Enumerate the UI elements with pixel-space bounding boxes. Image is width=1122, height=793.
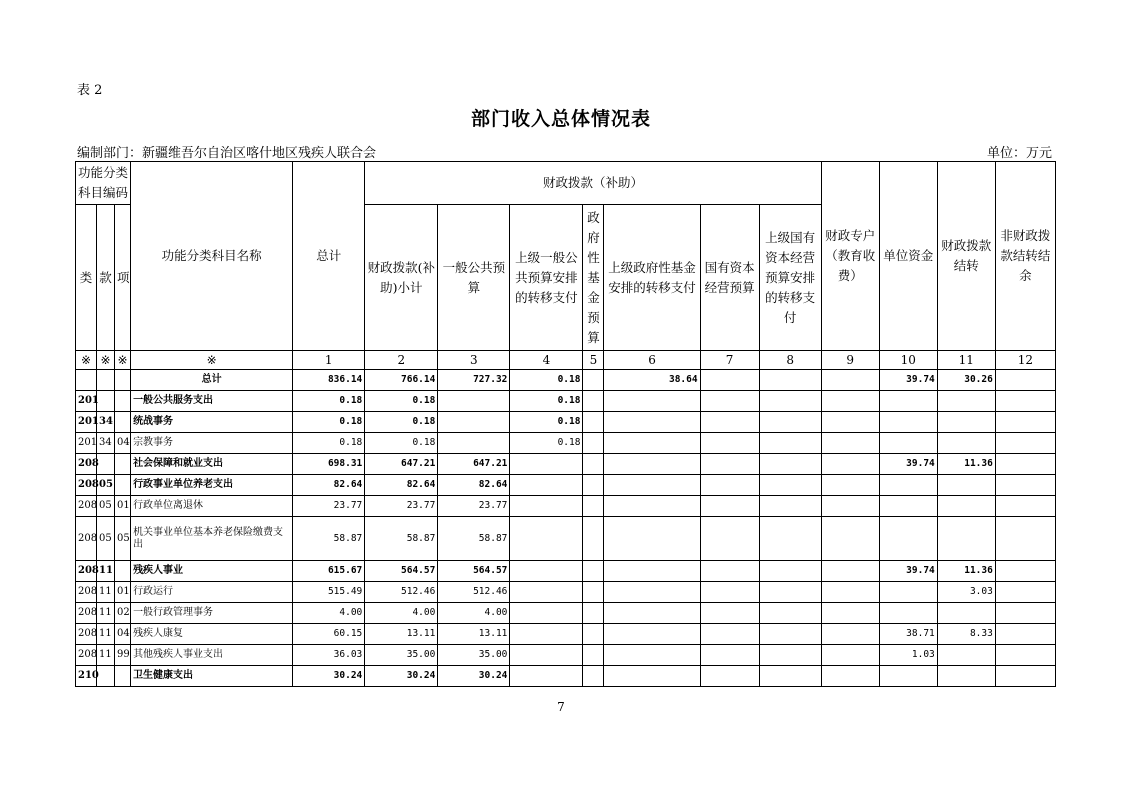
code-lei-cell: 208 (76, 517, 97, 561)
value-cell (759, 370, 821, 391)
code-xiang-cell: 05 (115, 517, 131, 561)
value-cell (937, 603, 995, 624)
code-kuan-cell: 05 (97, 496, 115, 517)
value-cell (937, 412, 995, 433)
header-xiang: 项 (115, 205, 131, 351)
index-cell: 5 (583, 351, 604, 370)
code-kuan-cell: 11 (97, 624, 115, 645)
value-cell (759, 624, 821, 645)
value-cell (879, 666, 937, 687)
value-cell: 82.64 (365, 475, 438, 496)
value-cell (759, 645, 821, 666)
value-cell (583, 666, 604, 687)
value-cell (995, 391, 1055, 412)
code-lei-cell: 210 (76, 666, 97, 687)
value-cell (821, 412, 879, 433)
value-cell (995, 433, 1055, 454)
value-cell (438, 391, 510, 412)
value-cell (438, 433, 510, 454)
index-cell: 10 (879, 351, 937, 370)
value-cell (583, 561, 604, 582)
code-kuan-cell (97, 391, 115, 412)
value-cell (995, 454, 1055, 475)
value-cell (604, 645, 700, 666)
value-cell (759, 454, 821, 475)
value-cell: 766.14 (365, 370, 438, 391)
unit-label: 单位：万元 (986, 146, 1052, 161)
value-cell (700, 370, 759, 391)
value-cell: 4.00 (365, 603, 438, 624)
table-row (76, 370, 1056, 391)
value-cell (821, 433, 879, 454)
index-cell: ※ (115, 351, 131, 370)
value-cell (604, 475, 700, 496)
value-cell (759, 475, 821, 496)
value-cell (821, 645, 879, 666)
value-cell: 647.21 (438, 454, 510, 475)
value-cell: 515.49 (293, 582, 365, 603)
code-lei-cell: 208 (76, 561, 97, 582)
index-cell: 12 (995, 351, 1055, 370)
value-cell (510, 582, 583, 603)
code-lei-cell: 208 (76, 475, 97, 496)
item-name-cell: 机关事业单位基本养老保险缴费支出 (131, 517, 293, 561)
value-cell (583, 391, 604, 412)
header-general: 一般公共预算 (438, 205, 510, 351)
table-row (76, 582, 1056, 603)
value-cell (995, 582, 1055, 603)
income-table (75, 161, 1056, 687)
table-row (76, 412, 1056, 433)
value-cell (583, 603, 604, 624)
value-cell: 13.11 (365, 624, 438, 645)
page-number: 7 (557, 700, 565, 714)
value-cell (700, 433, 759, 454)
header-non-fiscal: 非财政拨款结转结余 (995, 162, 1055, 351)
value-cell (510, 454, 583, 475)
value-cell: 1.03 (879, 645, 937, 666)
table-row (76, 496, 1056, 517)
value-cell: 512.46 (365, 582, 438, 603)
value-cell (879, 391, 937, 412)
value-cell (700, 496, 759, 517)
table-number: 表 2 (77, 83, 103, 98)
value-cell (821, 603, 879, 624)
index-cell: 8 (759, 351, 821, 370)
value-cell: 0.18 (510, 433, 583, 454)
value-cell (879, 475, 937, 496)
item-name-cell: 总计 (131, 370, 293, 391)
value-cell (604, 391, 700, 412)
table-row (76, 433, 1056, 454)
table-row (76, 624, 1056, 645)
item-name-cell: 社会保障和就业支出 (131, 454, 293, 475)
value-cell (821, 624, 879, 645)
item-name-cell: 统战事务 (131, 412, 293, 433)
value-cell: 39.74 (879, 561, 937, 582)
header-total: 总计 (293, 162, 365, 351)
index-cell: ※ (76, 351, 97, 370)
header-lei: 类 (76, 205, 97, 351)
value-cell: 0.18 (293, 391, 365, 412)
value-cell (821, 391, 879, 412)
value-cell: 647.21 (365, 454, 438, 475)
code-xiang-cell (115, 454, 131, 475)
value-cell (995, 517, 1055, 561)
value-cell: 30.24 (365, 666, 438, 687)
item-name-cell: 残疾人事业 (131, 561, 293, 582)
value-cell (700, 475, 759, 496)
value-cell (510, 475, 583, 496)
value-cell: 60.15 (293, 624, 365, 645)
value-cell (700, 517, 759, 561)
value-cell (583, 624, 604, 645)
header-unit-fund: 单位资金 (879, 162, 937, 351)
value-cell (700, 624, 759, 645)
table-row (76, 666, 1056, 687)
index-cell: ※ (97, 351, 115, 370)
item-name-cell: 残疾人康复 (131, 624, 293, 645)
value-cell (759, 582, 821, 603)
code-lei-cell: 208 (76, 496, 97, 517)
code-xiang-cell (115, 475, 131, 496)
code-kuan-cell: 34 (97, 433, 115, 454)
value-cell: 30.26 (937, 370, 995, 391)
code-kuan-cell (97, 666, 115, 687)
table-row (76, 561, 1056, 582)
value-cell (583, 433, 604, 454)
value-cell: 698.31 (293, 454, 365, 475)
item-name-cell: 一般公共服务支出 (131, 391, 293, 412)
code-kuan-cell (97, 454, 115, 475)
code-kuan-cell: 11 (97, 582, 115, 603)
code-xiang-cell (115, 666, 131, 687)
table-row (76, 645, 1056, 666)
value-cell: 512.46 (438, 582, 510, 603)
value-cell (604, 433, 700, 454)
value-cell (604, 412, 700, 433)
index-cell: 7 (700, 351, 759, 370)
value-cell (759, 561, 821, 582)
value-cell (821, 454, 879, 475)
value-cell (759, 666, 821, 687)
value-cell (700, 454, 759, 475)
value-cell: 8.33 (937, 624, 995, 645)
code-lei-cell: 201 (76, 433, 97, 454)
value-cell: 13.11 (438, 624, 510, 645)
value-cell (583, 412, 604, 433)
value-cell (821, 475, 879, 496)
code-kuan-cell: 34 (97, 412, 115, 433)
value-cell (604, 582, 700, 603)
value-cell (937, 475, 995, 496)
value-cell (821, 582, 879, 603)
value-cell: 23.77 (365, 496, 438, 517)
header-name: 功能分类科目名称 (131, 162, 293, 351)
header-special: 财政专户（教育收费） (821, 162, 879, 351)
value-cell: 82.64 (293, 475, 365, 496)
value-cell (583, 582, 604, 603)
value-cell (700, 412, 759, 433)
value-cell (510, 603, 583, 624)
value-cell (759, 517, 821, 561)
value-cell (995, 475, 1055, 496)
value-cell: 38.64 (604, 370, 700, 391)
value-cell: 0.18 (365, 433, 438, 454)
code-xiang-cell (115, 370, 131, 391)
value-cell: 23.77 (438, 496, 510, 517)
value-cell (604, 603, 700, 624)
value-cell: 0.18 (293, 433, 365, 454)
value-cell (583, 370, 604, 391)
value-cell (821, 517, 879, 561)
item-name-cell: 宗教事务 (131, 433, 293, 454)
value-cell (879, 603, 937, 624)
value-cell (510, 666, 583, 687)
value-cell (700, 666, 759, 687)
code-xiang-cell (115, 561, 131, 582)
value-cell (879, 517, 937, 561)
value-cell: 0.18 (293, 412, 365, 433)
code-kuan-cell: 11 (97, 645, 115, 666)
value-cell (604, 624, 700, 645)
index-cell: 9 (821, 351, 879, 370)
index-cell: 1 (293, 351, 365, 370)
value-cell: 0.18 (510, 370, 583, 391)
page-title: 部门收入总体情况表 (470, 108, 651, 130)
value-cell (995, 496, 1055, 517)
value-cell (510, 561, 583, 582)
value-cell (700, 561, 759, 582)
value-cell: 11.36 (937, 454, 995, 475)
value-cell (995, 603, 1055, 624)
value-cell: 4.00 (438, 603, 510, 624)
value-cell (995, 666, 1055, 687)
value-cell (995, 624, 1055, 645)
code-lei-cell: 208 (76, 582, 97, 603)
code-lei-cell: 201 (76, 412, 97, 433)
table-row (76, 454, 1056, 475)
value-cell (821, 496, 879, 517)
table-row (76, 391, 1056, 412)
value-cell (995, 370, 1055, 391)
value-cell (604, 496, 700, 517)
code-kuan-cell: 05 (97, 475, 115, 496)
value-cell (879, 412, 937, 433)
item-name-cell: 行政事业单位养老支出 (131, 475, 293, 496)
code-lei-cell (76, 370, 97, 391)
value-cell (510, 517, 583, 561)
table-row (76, 603, 1056, 624)
value-cell: 82.64 (438, 475, 510, 496)
index-cell: 3 (438, 351, 510, 370)
value-cell (937, 433, 995, 454)
value-cell (604, 454, 700, 475)
code-xiang-cell: 01 (115, 496, 131, 517)
code-lei-cell: 208 (76, 645, 97, 666)
value-cell (995, 645, 1055, 666)
code-xiang-cell (115, 412, 131, 433)
header-upper-general: 上级一般公共预算安排的转移支付 (510, 205, 583, 351)
value-cell (937, 391, 995, 412)
value-cell (995, 561, 1055, 582)
index-cell: 6 (604, 351, 700, 370)
value-cell (821, 370, 879, 391)
header-fiscal-group: 财政拨款（补助） (365, 162, 821, 205)
code-lei-cell: 208 (76, 624, 97, 645)
header-state-capital: 国有资本经营预算 (700, 205, 759, 351)
value-cell (937, 645, 995, 666)
item-name-cell: 一般行政管理事务 (131, 603, 293, 624)
table-row (76, 475, 1056, 496)
header-upper-state: 上级国有资本经营预算安排的转移支付 (759, 205, 821, 351)
value-cell: 35.00 (365, 645, 438, 666)
value-cell (438, 412, 510, 433)
value-cell (700, 603, 759, 624)
item-name-cell: 卫生健康支出 (131, 666, 293, 687)
value-cell (879, 433, 937, 454)
value-cell (995, 412, 1055, 433)
value-cell: 58.87 (438, 517, 510, 561)
header-gov-fund: 政府性基金预算 (583, 205, 604, 351)
code-lei-cell: 201 (76, 391, 97, 412)
item-name-cell: 行政运行 (131, 582, 293, 603)
value-cell (604, 666, 700, 687)
table-row (76, 517, 1056, 561)
code-xiang-cell: 01 (115, 582, 131, 603)
value-cell (583, 475, 604, 496)
value-cell: 58.87 (365, 517, 438, 561)
value-cell: 35.00 (438, 645, 510, 666)
value-cell: 615.67 (293, 561, 365, 582)
value-cell (759, 391, 821, 412)
value-cell (700, 391, 759, 412)
value-cell (510, 645, 583, 666)
value-cell: 0.18 (365, 412, 438, 433)
value-cell: 30.24 (438, 666, 510, 687)
index-row (76, 351, 1056, 370)
index-cell: 4 (510, 351, 583, 370)
value-cell: 39.74 (879, 370, 937, 391)
value-cell: 4.00 (293, 603, 365, 624)
value-cell (583, 517, 604, 561)
value-cell: 23.77 (293, 496, 365, 517)
value-cell (937, 496, 995, 517)
value-cell (821, 561, 879, 582)
code-kuan-cell: 05 (97, 517, 115, 561)
header-fiscal-carry: 财政拨款结转 (937, 162, 995, 351)
value-cell (700, 645, 759, 666)
code-kuan-cell: 11 (97, 561, 115, 582)
value-cell: 564.57 (365, 561, 438, 582)
value-cell (583, 645, 604, 666)
value-cell: 11.36 (937, 561, 995, 582)
code-kuan-cell: 11 (97, 603, 115, 624)
header-code-group: 功能分类科目编码 (76, 162, 131, 205)
value-cell (879, 496, 937, 517)
index-cell: 2 (365, 351, 438, 370)
value-cell (759, 433, 821, 454)
value-cell (583, 454, 604, 475)
value-cell (604, 561, 700, 582)
value-cell (879, 582, 937, 603)
code-lei-cell: 208 (76, 454, 97, 475)
value-cell: 0.18 (510, 412, 583, 433)
value-cell: 727.32 (438, 370, 510, 391)
code-kuan-cell (97, 370, 115, 391)
value-cell (510, 496, 583, 517)
value-cell (510, 624, 583, 645)
value-cell (759, 496, 821, 517)
index-cell: 11 (937, 351, 995, 370)
item-name-cell: 其他残疾人事业支出 (131, 645, 293, 666)
value-cell (937, 517, 995, 561)
code-xiang-cell: 04 (115, 433, 131, 454)
item-name-cell: 行政单位离退休 (131, 496, 293, 517)
code-xiang-cell (115, 391, 131, 412)
code-xiang-cell: 02 (115, 603, 131, 624)
value-cell: 38.71 (879, 624, 937, 645)
value-cell: 58.87 (293, 517, 365, 561)
header-upper-fund: 上级政府性基金安排的转移支付 (604, 205, 700, 351)
value-cell: 3.03 (937, 582, 995, 603)
value-cell (937, 666, 995, 687)
value-cell (821, 666, 879, 687)
value-cell: 30.24 (293, 666, 365, 687)
department-label: 编制部门：新疆维吾尔自治区喀什地区残疾人联合会 (77, 146, 377, 161)
value-cell: 39.74 (879, 454, 937, 475)
value-cell (583, 496, 604, 517)
value-cell: 564.57 (438, 561, 510, 582)
code-xiang-cell: 99 (115, 645, 131, 666)
value-cell: 36.03 (293, 645, 365, 666)
value-cell (604, 517, 700, 561)
code-lei-cell: 208 (76, 603, 97, 624)
header-kuan: 款 (97, 205, 115, 351)
index-cell: ※ (131, 351, 293, 370)
header-fiscal-sub: 财政拨款(补助)小计 (365, 205, 438, 351)
code-xiang-cell: 04 (115, 624, 131, 645)
value-cell: 0.18 (365, 391, 438, 412)
value-cell: 836.14 (293, 370, 365, 391)
value-cell (759, 603, 821, 624)
value-cell (759, 412, 821, 433)
value-cell (700, 582, 759, 603)
value-cell: 0.18 (510, 391, 583, 412)
